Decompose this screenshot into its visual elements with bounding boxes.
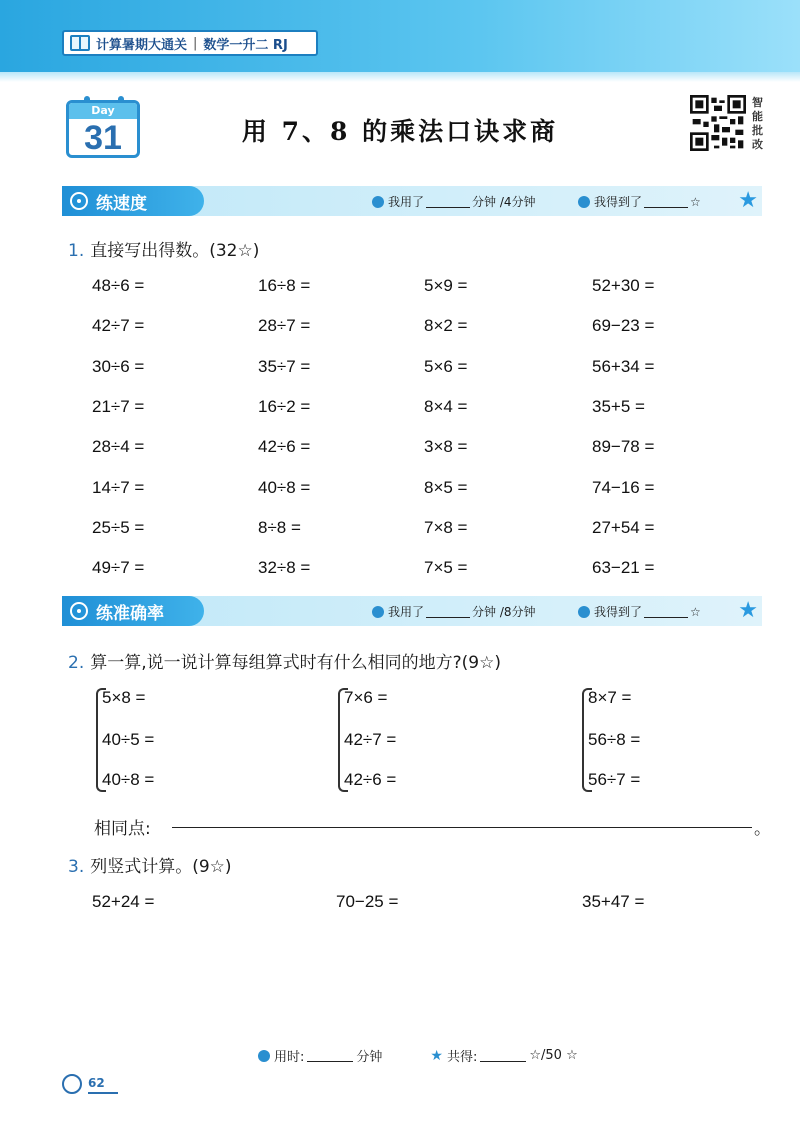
series-title: 计算暑期大通关 — [96, 37, 188, 53]
equation[interactable]: 25÷5 = — [92, 518, 145, 537]
equation[interactable]: 28÷7 = — [258, 316, 311, 335]
sun-icon — [62, 1074, 82, 1094]
equation[interactable]: 7×5 = — [424, 558, 468, 577]
equation[interactable]: 5×9 = — [424, 276, 468, 295]
equation[interactable]: 8×5 = — [424, 478, 468, 497]
equation[interactable]: 52+24 = — [92, 892, 155, 911]
question-1: 1. 直接写出得数。(32☆) — [68, 241, 260, 261]
question-3: 3. 列竖式计算。(9☆) — [68, 857, 232, 877]
equation[interactable]: 21÷7 = — [92, 397, 145, 416]
equation[interactable]: 30÷6 = — [92, 357, 145, 376]
equation[interactable]: 69−23 = — [592, 316, 655, 335]
equation[interactable]: 56+34 = — [592, 357, 655, 376]
score-earned: 我得到了 ☆ — [578, 603, 701, 620]
target-icon — [70, 602, 88, 620]
series-separator: | — [193, 35, 198, 51]
subject-title: 数学一升二 RJ — [203, 37, 288, 53]
time-blank[interactable] — [426, 606, 470, 618]
equation[interactable]: 8÷8 = — [258, 518, 301, 537]
check-icon — [578, 196, 590, 208]
equation[interactable]: 8×7 = — [588, 688, 632, 707]
day-label: Day — [69, 103, 137, 119]
equation[interactable]: 48÷6 = — [92, 276, 145, 295]
equation[interactable]: 8×4 = — [424, 397, 468, 416]
equation[interactable]: 70−25 = — [336, 892, 399, 911]
equation[interactable]: 42÷6 = — [344, 770, 397, 789]
equation[interactable]: 5×8 = — [102, 688, 146, 707]
equation[interactable]: 74−16 = — [592, 478, 655, 497]
section-bar-speed — [62, 186, 762, 216]
qr-code-icon[interactable] — [690, 95, 746, 151]
score-blank[interactable] — [644, 606, 688, 618]
clock-icon — [372, 606, 384, 618]
page-title: 用 7、8 的乘法口诀求商 — [241, 117, 559, 146]
equation[interactable]: 3×8 = — [424, 437, 468, 456]
equation[interactable]: 8×2 = — [424, 316, 468, 335]
score-earned: 我得到了 ☆ — [578, 193, 701, 210]
alarm-icon — [258, 1050, 270, 1062]
section-label: 练速度 — [96, 193, 147, 214]
time-used: 我用了 分钟 /8分钟 — [372, 603, 536, 620]
footer-summary: 用时: 分钟 ★ 共得: ☆/50 ☆ — [258, 1046, 578, 1065]
answer-end: 。 — [754, 819, 771, 839]
equation[interactable]: 5×6 = — [424, 357, 468, 376]
page-number: 62 — [88, 1076, 118, 1094]
equation[interactable]: 56÷7 = — [588, 770, 641, 789]
qr-caption: 智 能 批 改 — [752, 96, 763, 151]
day-card — [66, 100, 140, 158]
equation[interactable]: 52+30 = — [592, 276, 655, 295]
equation[interactable]: 28÷4 = — [92, 437, 145, 456]
equation[interactable]: 16÷8 = — [258, 276, 311, 295]
equation[interactable]: 49÷7 = — [92, 558, 145, 577]
equation[interactable]: 14÷7 = — [92, 478, 145, 497]
equation[interactable]: 89−78 = — [592, 437, 655, 456]
equation[interactable]: 42÷7 = — [92, 316, 145, 335]
section-pill-accuracy — [62, 596, 204, 626]
equation[interactable]: 32÷8 = — [258, 558, 311, 577]
equation[interactable]: 27+54 = — [592, 518, 655, 537]
answer-label: 相同点: — [94, 819, 151, 839]
series-tag — [62, 30, 318, 56]
total-score-blank[interactable] — [480, 1050, 526, 1062]
score-blank[interactable] — [644, 196, 688, 208]
star-icon: ★ — [430, 1047, 443, 1064]
question-2: 2. 算一算,说一说计算每组算式时有什么相同的地方?(9☆) — [68, 653, 501, 673]
header-shade — [0, 72, 800, 82]
equation[interactable]: 35÷7 = — [258, 357, 311, 376]
total-time-blank[interactable] — [307, 1050, 353, 1062]
equation[interactable]: 16÷2 = — [258, 397, 311, 416]
equation[interactable]: 7×8 = — [424, 518, 468, 537]
clock-icon — [372, 196, 384, 208]
section-bar-accuracy — [62, 596, 762, 626]
book-icon — [70, 35, 90, 51]
equation[interactable]: 7×6 = — [344, 688, 388, 707]
equation[interactable]: 35+5 = — [592, 397, 645, 416]
check-icon — [578, 606, 590, 618]
equation[interactable]: 42÷7 = — [344, 730, 397, 749]
star-icon: ★ — [738, 598, 758, 623]
time-blank[interactable] — [426, 196, 470, 208]
day-number: 31 — [84, 119, 122, 157]
equation[interactable]: 42÷6 = — [258, 437, 311, 456]
equation[interactable]: 56÷8 = — [588, 730, 641, 749]
time-used: 我用了 分钟 /4分钟 — [372, 193, 536, 210]
stopwatch-icon — [70, 192, 88, 210]
star-icon: ★ — [738, 188, 758, 213]
equation[interactable]: 63−21 = — [592, 558, 655, 577]
section-label: 练准确率 — [96, 603, 164, 624]
equation[interactable]: 40÷5 = — [102, 730, 155, 749]
answer-line[interactable] — [172, 827, 752, 828]
equation[interactable]: 40÷8 = — [258, 478, 311, 497]
equation[interactable]: 40÷8 = — [102, 770, 155, 789]
equation[interactable]: 35+47 = — [582, 892, 645, 911]
section-pill-speed — [62, 186, 204, 216]
